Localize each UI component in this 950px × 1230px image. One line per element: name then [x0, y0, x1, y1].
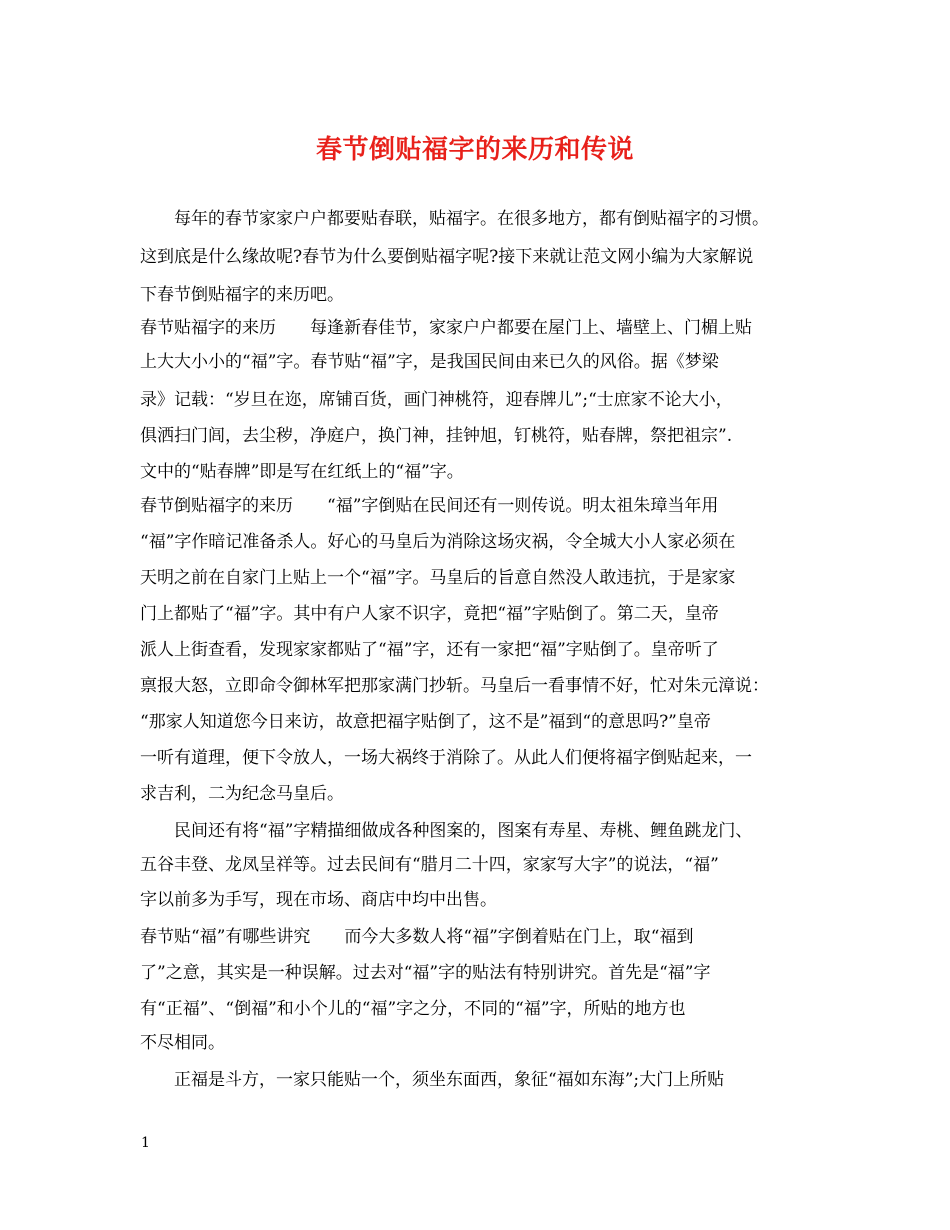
body-line: 有“正福”、“倒福”和小个儿的“福”字之分，不同的“福”字，所贴的地方也 [140, 999, 686, 1019]
body-line: 禀报大怒，立即命令御林军把那家满门抄斩。马皇后一看事情不好，忙对朱元漳说： [140, 676, 769, 696]
body-line: 字以前多为手写，现在市场、商店中均中出售。 [140, 890, 497, 910]
body-line: 录》记载：“岁旦在迩，席铺百货，画门神桃符，迎春牌儿”;“士庶家不论大小， [140, 390, 733, 410]
body-line: 文中的“贴春牌”即是写在红纸上的“福”字。 [140, 462, 464, 482]
document-title: 春节倒贴福字的来历和传说 [315, 135, 634, 165]
body-line: 正福是斗方，一家只能贴一个，须坐东面西，象征“福如东海”;大门上所贴 [140, 1070, 725, 1090]
body-line: 下春节倒贴福字的来历吧。 [140, 285, 344, 305]
body-line: 天明之前在自家门上贴上一个“福”字。马皇后的旨意自然没人敢违抗，于是家家 [140, 568, 736, 588]
body-line: 门上都贴了“福”字。其中有户人家不识字，竟把“福”字贴倒了。第二天，皇帝 [140, 604, 719, 624]
body-line: 不尽相同。 [140, 1033, 225, 1053]
body-line: 一听有道理，便下令放人，一场大祸终于消除了。从此人们便将福字倒贴起来，一 [140, 748, 752, 768]
body-line: 春节贴福字的来历 每逢新春佳节，家家户户都要在屋门上、墙壁上、门楣上贴 [140, 318, 752, 338]
body-line: 春节贴“福”有哪些讲究 而今大多数人将“福”字倒着贴在门上，取“福到 [140, 927, 694, 947]
body-line: 每年的春节家家户户都要贴春联，贴福字。在很多地方，都有倒贴福字的习惯。 [140, 209, 769, 229]
body-line: 五谷丰登、龙凤呈祥等。过去民间有“腊月二十四，家家写大字”的说法，“福” [140, 855, 719, 875]
body-line: 了”之意，其实是一种误解。过去对“福”字的贴法有特别讲究。首先是“福”字 [140, 963, 711, 983]
body-line: 上大大小小的“福”字。春节贴“福”字，是我国民间由来已久的风俗。据《梦梁 [140, 352, 719, 372]
body-line: 派人上街查看，发现家家都贴了“福”字，还有一家把“福”字贴倒了。皇帝听了 [140, 640, 719, 660]
body-line: “福”字作暗记准备杀人。好心的马皇后为消除这场灾祸，令全城大小人家必须在 [140, 532, 736, 552]
body-line: 民间还有将“福”字精描细做成各种图案的，图案有寿星、寿桃、鲤鱼跳龙门、 [140, 821, 753, 841]
page-number: 1 [141, 1135, 150, 1151]
body-line: 春节倒贴福字的来历 “福”字倒贴在民间还有一则传说。明太祖朱璋当年用 [140, 496, 719, 516]
body-line: 这到底是什么缘故呢?春节为什么要倒贴福字呢?接下来就让范文网小编为大家解说 [140, 247, 754, 267]
body-line: 求吉利，二为纪念马皇后。 [140, 784, 344, 804]
body-line: “那家人知道您今日来访，故意把福字贴倒了，这不是”福到“的意思吗?”皇帝 [140, 712, 711, 732]
body-line: 俱洒扫门闾，去尘秽，净庭户，换门神，挂钟旭，钉桃符，贴春牌，祭把祖宗”. [140, 426, 733, 446]
